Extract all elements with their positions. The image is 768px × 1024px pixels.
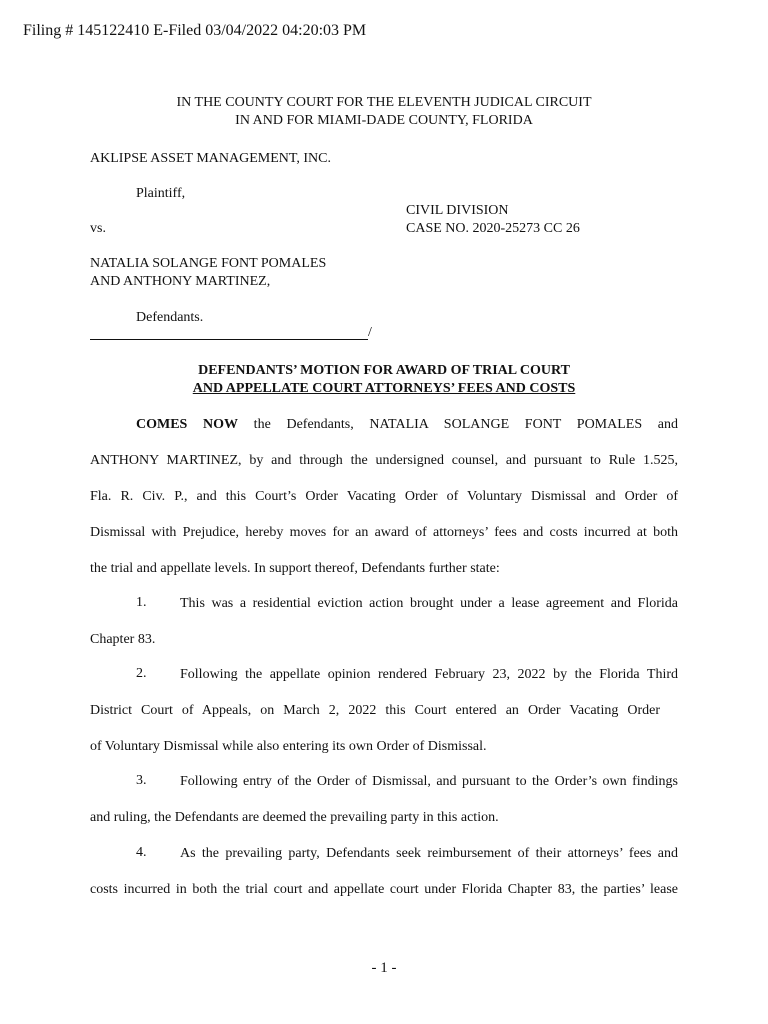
- intro-paragraph: [90, 416, 678, 596]
- intro-line-5: the trial and appellate levels. In support thereof, Defendants further state:: [90, 561, 500, 576]
- case-number: CASE NO. 2020-25273 CC 26: [406, 221, 580, 236]
- motion-title-line-1: DEFENDANTS’ MOTION FOR AWARD OF TRIAL COURT: [198, 363, 570, 378]
- paragraph-4-line-1: As the prevailing party, Defendants seek reimbursement of their attorneys’ fees and: [180, 846, 678, 861]
- paragraph-3-line-1: Following entry of the Order of Dismissal, and pursuant to the Order’s own findings: [180, 774, 678, 789]
- paragraph-3-number: 3.: [136, 773, 147, 788]
- court-name-line-1: IN THE COUNTY COURT FOR THE ELEVENTH JUDICAL CIRCUIT: [176, 95, 592, 110]
- caption-slash: /: [368, 325, 372, 340]
- paragraph-1-line-2: Chapter 83.: [90, 632, 156, 647]
- filing-header: Filing # 145122410 E-Filed 03/04/2022 04:20:03 PM: [23, 22, 367, 39]
- paragraph-1-line-1: This was a residential eviction action brought under a lease agreement and Florida: [180, 596, 678, 611]
- paragraph-2-line-1: Following the appellate opinion rendered February 23, 2022 by the Florida Third: [180, 667, 678, 682]
- intro-line-3: Fla. R. Civ. P., and this Court’s Order Vacating Order of Voluntary Dismissal and Order of: [90, 489, 678, 504]
- paragraph-1-number: 1.: [136, 595, 147, 610]
- intro-line-1-rest: the Defendants, NATALIA SOLANGE FONT POMALES and: [238, 417, 679, 432]
- page-number: - 1 -: [371, 960, 397, 976]
- paragraph-4: [90, 845, 678, 917]
- motion-title-line-2: [0, 380, 768, 398]
- intro-bold-lead: COMES NOW: [136, 417, 239, 432]
- intro-line-4: Dismissal with Prejudice, hereby moves for an award of attorneys’ fees and costs incurred at both: [90, 525, 678, 540]
- versus-label: vs.: [90, 221, 106, 236]
- paragraph-1: [90, 595, 678, 667]
- defendant-label: Defendants.: [136, 310, 204, 325]
- intro-line-1: [90, 416, 678, 452]
- paragraph-3-line-2: and ruling, the Defendants are deemed the prevailing party in this action.: [90, 810, 499, 825]
- paragraph-4-number: 4.: [136, 845, 147, 860]
- intro-line-2: ANTHONY MARTINEZ, by and through the undersigned counsel, and pursuant to Rule 1.525,: [90, 453, 678, 468]
- defendant-name-line-2: AND ANTHONY MARTINEZ,: [90, 274, 271, 289]
- paragraph-2: [90, 666, 678, 774]
- motion-title-line-2-text: AND APPELLATE COURT ATTORNEYS’ FEES AND COSTS: [192, 381, 576, 396]
- defendant-name-line-1: NATALIA SOLANGE FONT POMALES: [90, 256, 327, 271]
- caption-signature-line: [90, 339, 368, 340]
- paragraph-2-line-2: District Court of Appeals, on March 2, 2022 this Court entered an Order Vacating Order: [90, 703, 660, 718]
- paragraph-3: [90, 773, 678, 845]
- paragraph-2-number: 2.: [136, 666, 147, 681]
- civil-division: CIVIL DIVISION: [406, 203, 509, 218]
- paragraph-4-line-2: costs incurred in both the trial court and appellate court under Florida Chapter 83, the parties’ lease: [90, 882, 678, 897]
- plaintiff-label: Plaintiff,: [136, 186, 186, 201]
- paragraph-2-line-3: of Voluntary Dismissal while also entering its own Order of Dismissal.: [90, 739, 487, 754]
- court-name-line-2: IN AND FOR MIAMI-DADE COUNTY, FLORIDA: [235, 113, 533, 128]
- plaintiff-name: AKLIPSE ASSET MANAGEMENT, INC.: [90, 151, 331, 166]
